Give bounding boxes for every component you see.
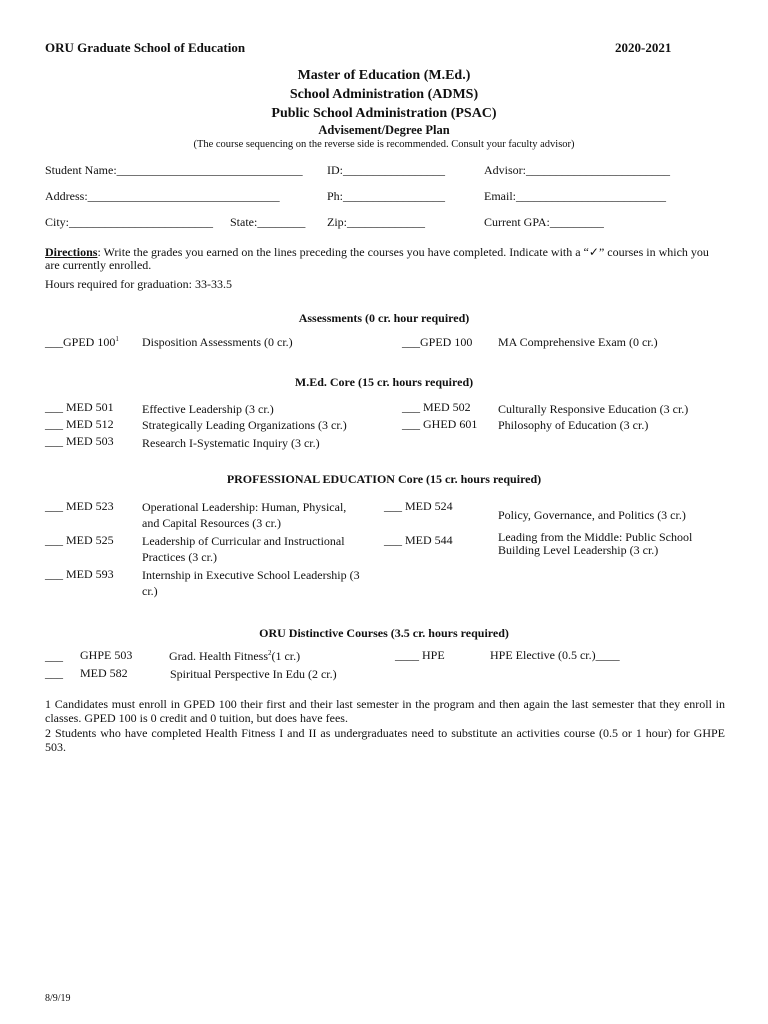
school-name: ORU Graduate School of Education [45, 40, 246, 55]
professional-course-name: Policy, Governance, and Politics (3 cr.) [498, 508, 686, 522]
degree-title: Master of Education (M.Ed.) [297, 68, 471, 83]
distinctive-heading: ORU Distinctive Courses (3.5 cr. hours required) [259, 626, 509, 640]
assessment-course-code: ___GPED $100^1$ [45, 335, 119, 349]
gpa-field[interactable]: Current GPA:_________ [484, 215, 604, 229]
core-course-code: ___ GHED 601 [402, 417, 478, 431]
directions-label: Directions [45, 245, 98, 259]
distinctive-course-code: MED 582 [80, 666, 128, 680]
assessments-heading: Assessments (0 cr. hour required) [298, 311, 470, 325]
footnote-2: 2 Students who have completed Health Fitness I and II as undergraduates need to substitute an activities course (0.5 or 1 hour) for GHPE 503. [45, 726, 725, 754]
program-title: School Administration (ADMS) [289, 87, 479, 102]
core-course-name: Philosophy of Education (3 cr.) [498, 418, 649, 432]
grade-blank[interactable]: ___ [45, 649, 63, 663]
professional-course-name: Internship in Executive School Leadership (3 cr.) [142, 568, 360, 598]
professional-course-code: ___ MED 523 [45, 499, 114, 513]
distinctive-course-name: HPE Elective (0.5 cr.)____ [490, 648, 620, 662]
distinctive-course-name: Spiritual Perspective In Edu (2 cr.) [170, 667, 337, 681]
plan-note: (The course sequencing on the reverse side is recommended. Consult your faculty advisor) [193, 139, 575, 150]
city-field[interactable]: City:________________________ [45, 215, 214, 229]
zip-field[interactable]: Zip:_____________ [327, 215, 425, 229]
academic-year: 2020-2021 [615, 40, 672, 55]
professional-course-code: ___ MED 524 [384, 499, 453, 513]
core-course-name: Effective Leadership (3 cr.) [142, 402, 274, 416]
exam-course-name: MA Comprehensive Exam (0 cr.) [498, 335, 658, 349]
core-course-code: ___ MED 502 [402, 400, 471, 414]
core-course-code: ___ MED 512 [45, 417, 114, 431]
student-name-field[interactable]: Student Name:_______________________________ [45, 163, 303, 177]
exam-course-code: ___GPED 100 [402, 335, 473, 349]
email-field[interactable]: Email:_________________________ [484, 189, 666, 203]
footnote-ref-2: 2 [267, 649, 272, 657]
professional-course-name: Operational Leadership: Human, Physical, and Capital Resources (3 cr.) [142, 500, 347, 530]
footnote-ref-1: 1 [115, 335, 119, 343]
core-course-code: ___ MED 503 [45, 434, 114, 448]
distinctive-course-name: Grad. Health Fitness$^2$(1 cr.) [169, 649, 301, 663]
state-field[interactable]: State:________ [230, 215, 306, 229]
professional-course-code: ___ MED 593 [45, 567, 114, 581]
directions [45, 246, 725, 272]
grade-blank[interactable]: ___ [45, 666, 63, 680]
assessment-course-name: Disposition Assessments (0 cr.) [142, 335, 293, 349]
distinctive-course-code: ____ HPE [395, 648, 445, 662]
core-course-name: Culturally Responsive Education (3 cr.) [498, 402, 689, 416]
professional-course-code: ___ MED 544 [384, 533, 453, 547]
core-course-code: ___ MED 501 [45, 400, 114, 414]
address-field[interactable]: Address:________________________________ [45, 189, 280, 203]
core-course-name: Research I-Systematic Inquiry (3 cr.) [142, 436, 320, 450]
footnote-1: 1 Candidates must enroll in GPED 100 their first and their last semester in the program and then again the last semester that they enroll in classes. GPED 100 is 0 credit and 0 tuition, but does have fees. [45, 697, 725, 725]
revision-date: 8/9/19 [45, 993, 71, 1004]
hours-required: Hours required for graduation: 33-33.5 [45, 277, 232, 291]
directions-text: : Write the grades you earned on the lines preceding the courses you have completed. Indicate with a “✓” courses in which you are currently enrolled. [45, 245, 709, 272]
plan-title: Advisement/Degree Plan [318, 123, 450, 137]
professional-heading: PROFESSIONAL EDUCATION Core (15 cr. hours required) [226, 472, 542, 486]
core-heading: M.Ed. Core (15 cr. hours required) [294, 375, 474, 389]
professional-course-code: ___ MED 525 [45, 533, 114, 547]
phone-field[interactable]: Ph:_________________ [327, 189, 446, 203]
distinctive-course-code: GHPE 503 [80, 648, 133, 662]
advisor-field[interactable]: Advisor:________________________ [484, 163, 670, 177]
professional-course-name: Leading from the Middle: Public School Building Level Leadership (3 cr.) [498, 530, 693, 557]
professional-course-name: Leadership of Curricular and Instructional Practices (3 cr.) [142, 534, 345, 564]
id-field[interactable]: ID:_________________ [327, 163, 445, 177]
concentration-title: Public School Administration (PSAC) [271, 106, 497, 121]
core-course-name: Strategically Leading Organizations (3 cr.) [142, 418, 347, 432]
